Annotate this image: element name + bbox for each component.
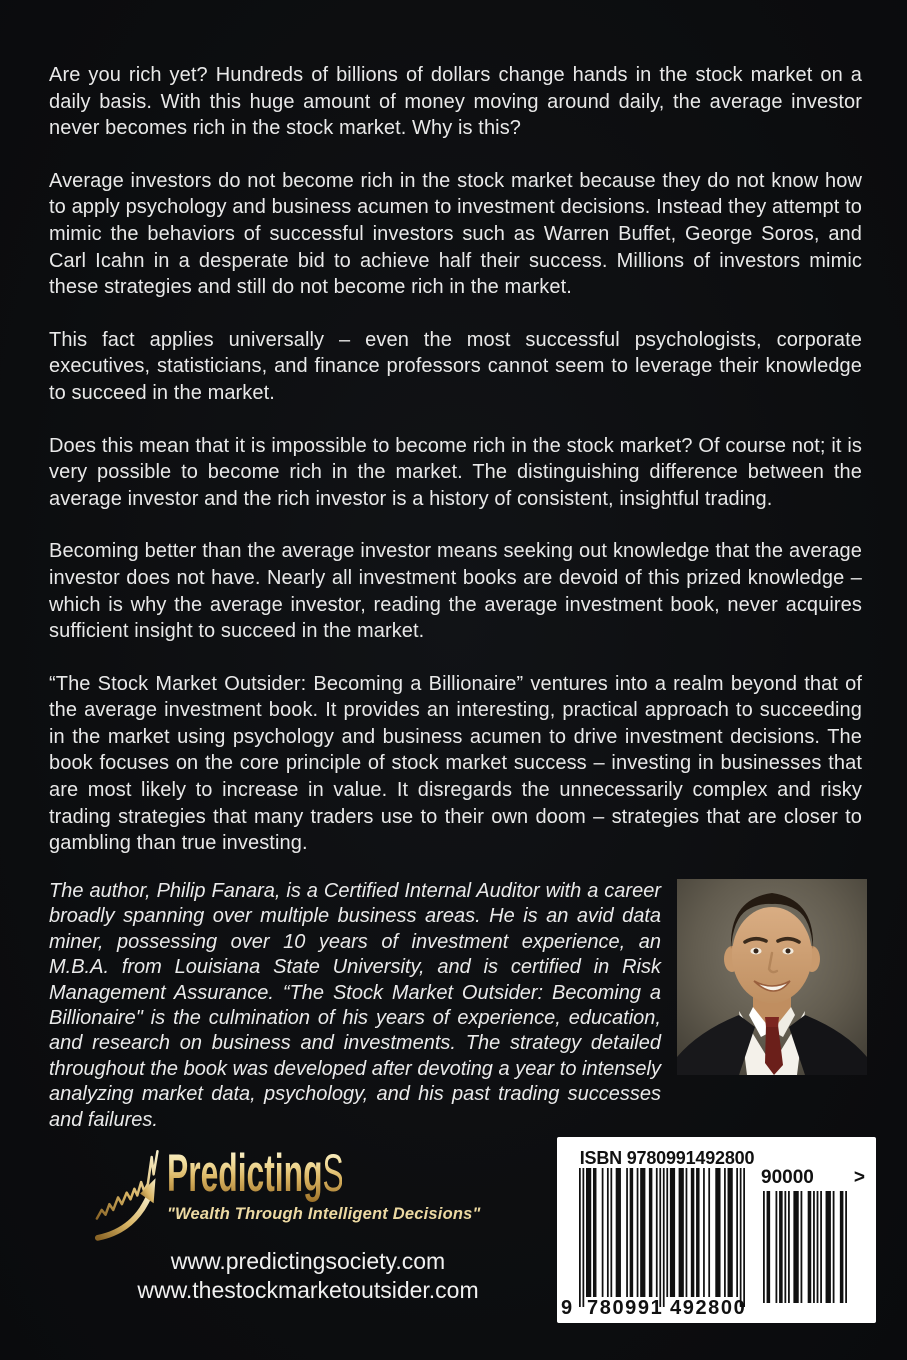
website-urls [49,1247,567,1304]
logo-text-block [167,1144,481,1224]
tie-knot [765,1017,779,1027]
logo-word-society: Society [322,1144,427,1203]
url-thestockmarketoutsider: www.thestockmarketoutsider.com [137,1276,479,1303]
supplement-arrow: > [853,1167,865,1188]
pupil-right [786,949,791,954]
stock-chart-arrow-icon [94,1148,169,1243]
logo-tagline: "Wealth Through Intelligent Decisions" [167,1205,481,1223]
paragraph-hook: Are you rich yet? Hundreds of billions of dollars change hands in the stock market on a daily basis. With this huge amount of money moving around daily, the average investor never becomes rich in the stock market. Why is this? [49,64,862,140]
barcode-supplement-label [761,1167,865,1189]
paragraph-book-description: “The Stock Market Outsider: Becoming a Billionaire” ventures into a realm beyond that of the average investment book. It provides an interesting, practical approach to succeeding in the market using psychology and business acumen to drive investment decisions. The book focuses on the core principle of stock market success – investing in businesses that are most likely to increase in value. It disregards the unnecessarily complex and risky trading strategies that many traders use to their own doom – strategies that are closer to gambling than true investing. [49,672,862,855]
paragraph-seeking-knowledge: Becoming better than the average investor means seeking out knowledge that the average investor does not have. Nearly all investment books are devoid of this prized knowledge – which is why the average investor, reading the average investment book, never acquires sufficient insight to succeed in the market. [49,540,862,643]
url-predictingsociety: www.predictingsociety.com [170,1248,446,1274]
ean5-supplement-bars [763,1191,847,1303]
ean13-bars [579,1168,745,1307]
isbn-barcode-panel [557,1137,876,1323]
paragraph-average-investors: Average investors do not become rich in the stock market because they do not know how to apply psychology and business acumen to investment decisions. Instead they attempt to mimic the behaviors of successful investors such as Warren Buffet, George Soros, and Carl Icahn in a desperate bid to achieve half their success. Millions of investors mimic these strategies and still do not become rich in the market. [49,169,862,299]
pupil-left [754,949,759,954]
isbn-digits-row [557,1297,777,1319]
paragraph-possible-to-be-rich: Does this mean that it is impossible to become rich in the stock market? Of course not; it is very possible to become rich in the market. The distinguishing difference between the average investor and the rich investor is a history of consistent, insightful trading. [49,434,862,510]
isbn-label: ISBN 9780991492800 [579,1148,755,1168]
price-line [97,1151,158,1218]
author-section [49,879,867,1133]
isbn-digit-group-1: 780991 [587,1297,664,1319]
author-portrait-illustration [677,879,867,1075]
back-cover-copy [49,62,862,883]
isbn-digit-leading: 9 [561,1297,573,1319]
publisher-logo [94,1144,481,1243]
author-bio: The author, Philip Fanara, is a Certified Internal Auditor with a career broadly spanning over multiple business areas. He is an avid data miner, possessing over 10 years of investment experience, an M.B.A. from Louisiana State University, and is certified in Risk Management Assurance. “The Stock Market Outsider: Becoming a Billionaire" is the culmination of his years of experience, education, and research on business and investments. The strategy detailed throughout the book was developed after devoting a year to intensely analyzing market data, psychology, and his past trading successes and failures. [49,880,661,1131]
isbn-digit-group-2: 492800 [670,1297,747,1319]
logo-wordmark [167,1144,427,1204]
paragraph-universal-fact: This fact applies universally – even the most successful psychologists, corporate executives, statisticians, and finance professors cannot seem to leverage their knowledge to succeed in the market. [49,328,862,404]
author-photo [677,879,867,1075]
supplement-price-code: 90000 [761,1167,814,1188]
logo-word-predicting: Predicting [167,1144,323,1203]
